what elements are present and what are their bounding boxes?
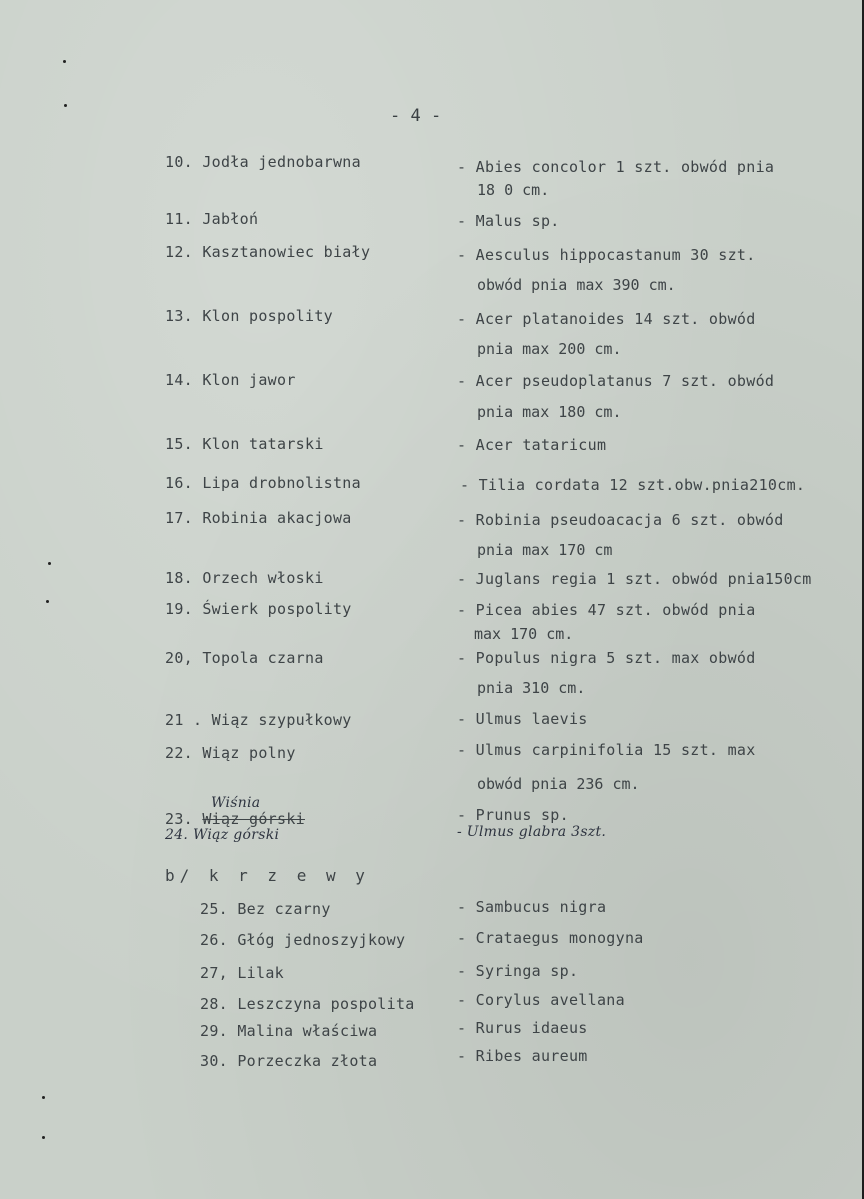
list-item <box>165 243 370 261</box>
list-item <box>200 1022 377 1040</box>
polish-name: Bez czarny <box>237 900 331 918</box>
handwritten-item <box>165 827 279 843</box>
polish-name: Jabłoń <box>202 210 259 228</box>
list-item <box>200 1052 377 1070</box>
list-item <box>165 210 258 228</box>
latin-name: - Populus nigra 5 szt. max obwód <box>457 649 756 667</box>
latin-name: - Sambucus nigra <box>457 898 607 916</box>
list-item <box>165 307 333 325</box>
item-number: 13. <box>165 307 193 325</box>
list-item <box>200 995 415 1013</box>
list-item <box>165 744 296 762</box>
latin-name-cont: obwód pnia max 390 cm. <box>477 276 676 294</box>
speck <box>46 600 49 603</box>
list-item <box>200 964 284 982</box>
speck <box>42 1096 45 1099</box>
speck <box>64 104 67 107</box>
latin-name-cont: pnia max 180 cm. <box>477 403 622 421</box>
list-item <box>165 153 361 171</box>
item-number: 26. <box>200 931 228 949</box>
page-number: - 4 - <box>390 106 442 126</box>
item-number: 11. <box>165 210 193 228</box>
polish-name: Wiąz polny <box>202 744 296 762</box>
latin-name: - Crataegus monogyna <box>457 929 644 947</box>
polish-name: Wiąz szypułkowy <box>211 711 352 729</box>
list-item <box>165 600 352 618</box>
item-number: 17. <box>165 509 193 527</box>
item-number: 29. <box>200 1022 228 1040</box>
polish-name: Głóg jednoszyjkowy <box>237 931 406 949</box>
speck <box>48 562 51 565</box>
polish-name: Jodła jednobarwna <box>202 153 361 171</box>
item-number: 10. <box>165 153 193 171</box>
list-item <box>165 435 324 453</box>
item-number: 23. <box>165 810 193 828</box>
speck <box>42 1136 45 1139</box>
handwritten-latin: - Ulmus glabra 3szt. <box>457 824 607 840</box>
latin-name: - Acer pseudoplatanus 7 szt. obwód <box>457 372 775 390</box>
polish-name: Lilak <box>237 964 284 982</box>
item-number: 21 . <box>165 711 203 729</box>
struck-name: Wiąz górski <box>202 810 305 828</box>
polish-name: Klon tatarski <box>202 435 324 453</box>
item-number: 14. <box>165 371 193 389</box>
speck <box>63 60 66 63</box>
item-number: 30. <box>200 1052 228 1070</box>
polish-name: Porzeczka złota <box>237 1052 378 1070</box>
polish-name: Leszczyna pospolita <box>237 995 415 1013</box>
latin-name-cont: max 170 cm. <box>474 625 574 643</box>
item-number: 28. <box>200 995 228 1013</box>
item-number: 15. <box>165 435 193 453</box>
polish-name: Lipa drobnolistna <box>202 474 361 492</box>
list-item <box>200 931 405 949</box>
list-item <box>165 371 296 389</box>
latin-name: - Ribes aureum <box>457 1047 588 1065</box>
polish-name: Klon pospolity <box>202 307 333 325</box>
latin-name-cont: obwód pnia 236 cm. <box>477 775 640 793</box>
polish-name: Robinia akacjowa <box>202 509 352 527</box>
latin-name-cont: 18 0 cm. <box>477 181 550 199</box>
item-number: 20, <box>165 649 193 667</box>
latin-name-cont: pnia max 200 cm. <box>477 340 622 358</box>
latin-name: - Abies concolor 1 szt. obwód pnia <box>457 158 775 176</box>
list-item <box>165 509 352 527</box>
latin-name-cont: pnia 310 cm. <box>477 679 586 697</box>
polish-name: Świerk pospolity <box>202 600 352 618</box>
item-number: 24. <box>165 827 189 843</box>
section-heading: b/ k r z e w y <box>165 866 370 885</box>
handwritten-correction: Wiśnia <box>211 795 261 811</box>
latin-name: - Acer platanoides 14 szt. obwód <box>457 310 756 328</box>
latin-name: - Juglans regia 1 szt. obwód pnia150cm <box>457 570 812 588</box>
polish-name: Wiąz górski <box>192 827 280 843</box>
polish-name: Kasztanowiec biały <box>202 243 371 261</box>
latin-name-cont: pnia max 170 cm <box>477 541 613 559</box>
polish-name: Orzech włoski <box>202 569 324 587</box>
latin-name: - Acer tataricum <box>457 436 607 454</box>
latin-name: - Corylus avellana <box>457 991 625 1009</box>
list-item <box>165 569 324 587</box>
latin-name: - Robinia pseudoacacja 6 szt. obwód <box>457 511 784 529</box>
item-number: 19. <box>165 600 193 618</box>
list-item <box>165 649 324 667</box>
latin-name: - Malus sp. <box>457 212 560 230</box>
item-number: 18. <box>165 569 193 587</box>
polish-name: Malina właściwa <box>237 1022 378 1040</box>
latin-name: - Prunus sp. <box>457 806 569 824</box>
item-number: 22. <box>165 744 193 762</box>
latin-name: - Picea abies 47 szt. obwód pnia <box>457 601 756 619</box>
latin-name: - Syringa sp. <box>457 962 579 980</box>
polish-name: Topola czarna <box>202 649 324 667</box>
list-item <box>200 900 331 918</box>
item-number: 12. <box>165 243 193 261</box>
item-number: 27, <box>200 964 228 982</box>
item-number: 16. <box>165 474 193 492</box>
list-item <box>165 711 352 729</box>
latin-name: - Ulmus carpinifolia 15 szt. max <box>457 741 756 759</box>
item-number: 25. <box>200 900 228 918</box>
latin-name: - Aesculus hippocastanum 30 szt. <box>457 246 756 264</box>
polish-name: Klon jawor <box>202 371 296 389</box>
latin-name: - Tilia cordata 12 szt.obw.pnia210cm. <box>460 476 806 494</box>
list-item <box>165 810 305 828</box>
list-item <box>165 474 361 492</box>
latin-name: - Ulmus laevis <box>457 710 588 728</box>
latin-name: - Rurus idaeus <box>457 1019 588 1037</box>
